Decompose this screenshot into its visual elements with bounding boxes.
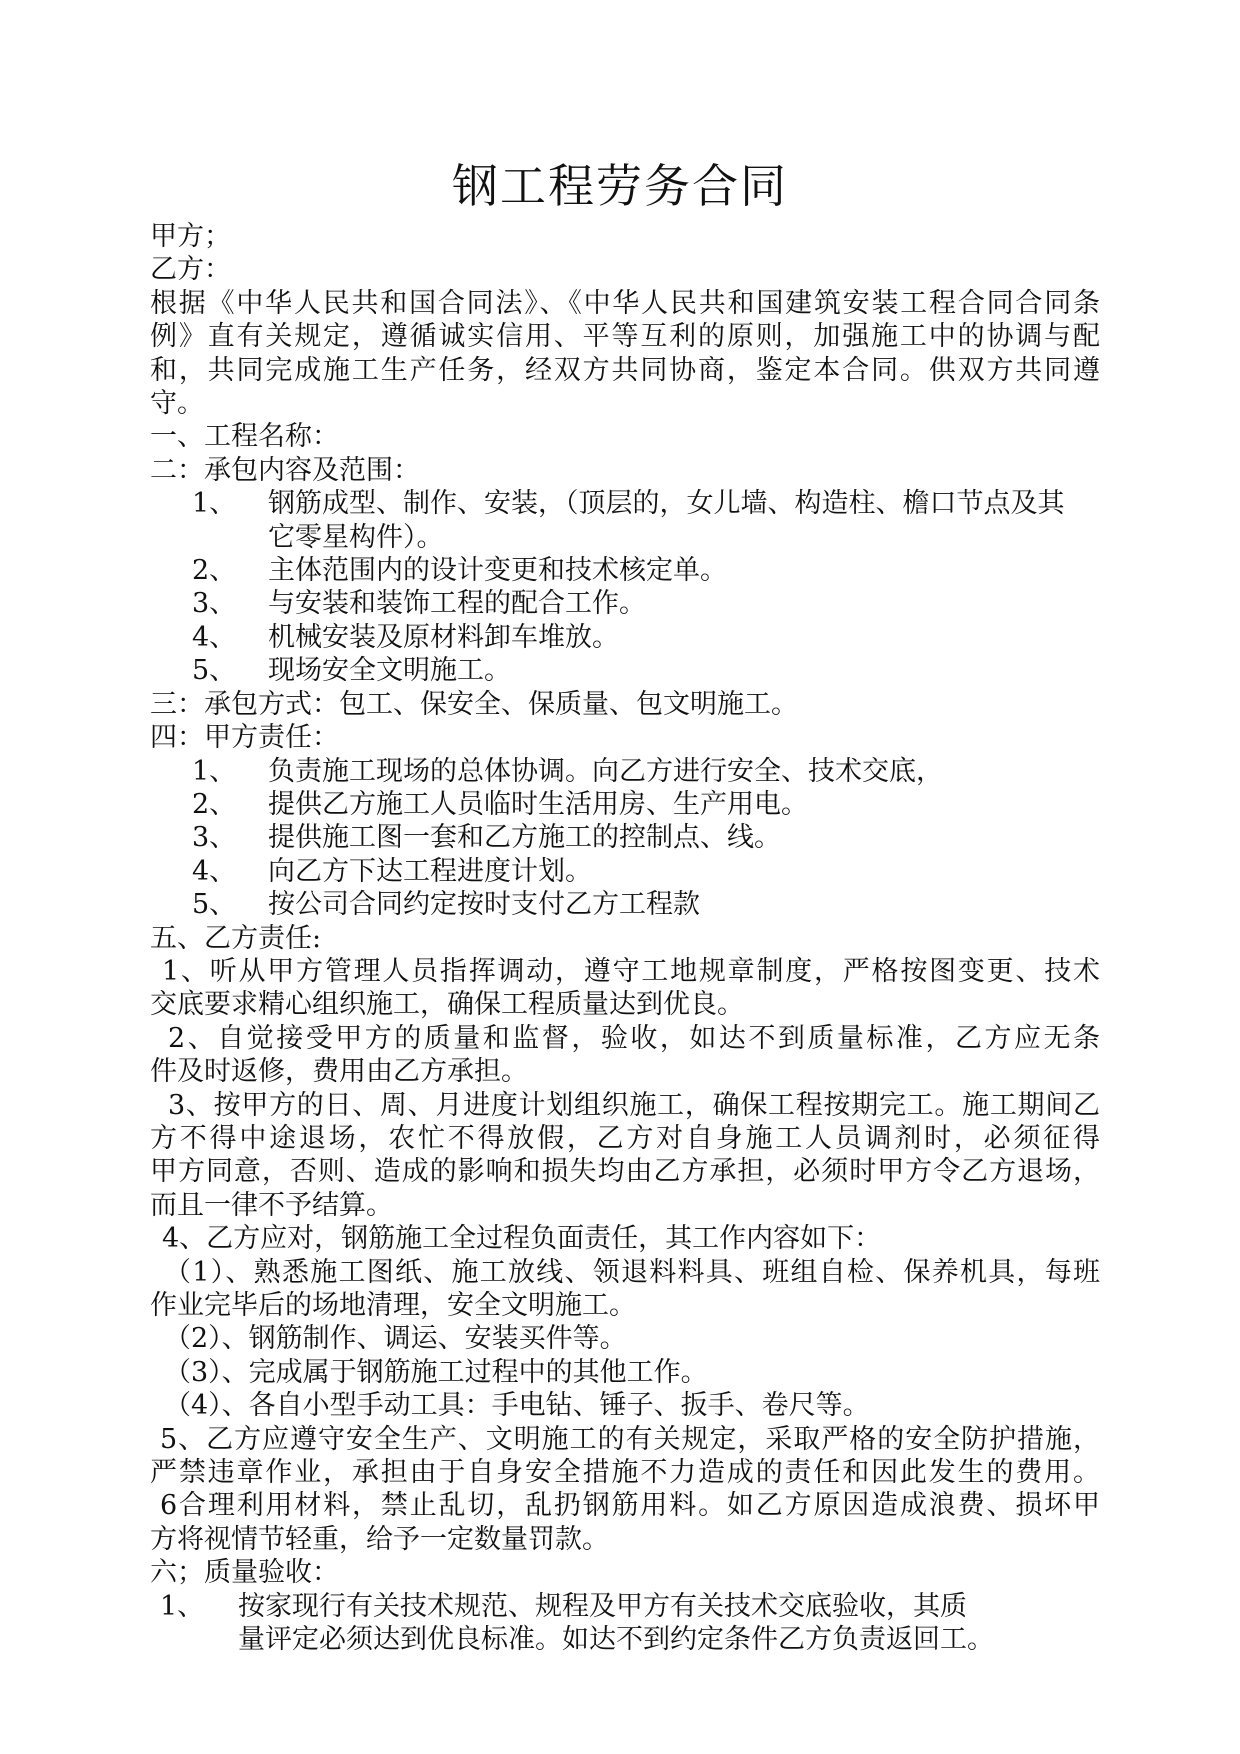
section-5-heading: 五、乙方责任: <box>150 922 322 954</box>
section-1-heading: 一、工程名称： <box>150 421 339 453</box>
item-text: 按公司合同约定按时支付乙方工程款 <box>268 889 700 921</box>
list-item <box>150 621 1100 654</box>
item-number: 3、 <box>192 822 237 854</box>
item-text: 按家现行有关技术规范、规程及甲方有关技术交底验收，其质 <box>238 1590 967 1622</box>
clause-line: 3、按甲方的日、周、月进度计划组织施工，确保工程按期完工。施工期间乙 <box>168 1089 1100 1121</box>
item-text: 现场安全文明施工。 <box>268 655 511 687</box>
section-5-body <box>150 955 1100 1556</box>
item-number: 4、 <box>192 621 237 653</box>
party-a-line: 甲方； <box>150 221 231 252</box>
party-b-line: 乙方： <box>150 254 231 286</box>
item-number: 1、 <box>160 1590 205 1622</box>
list-item <box>150 821 1100 854</box>
clause-line: 2、自觉接受甲方的质量和监督，验收，如达不到质量标准，乙方应无条 <box>168 1022 1100 1054</box>
subclause-line: （4）、各自小型手动工具：手电钻、锤子、扳手、卷尺等。 <box>164 1390 870 1422</box>
list-item <box>150 654 1100 687</box>
list-item <box>150 487 1100 554</box>
section-3-heading: 三：承包方式：包工、保安全、保质量、包文明施工。 <box>150 688 798 720</box>
item-text: 机械安装及原材料卸车堆放。 <box>268 621 619 653</box>
clause-line: 件及时返修，费用由乙方承担。 <box>150 1056 528 1088</box>
clause-line: 方不得中途退场，农忙不得放假，乙方对自身施工人员调剂时，必须征得 <box>150 1122 1100 1154</box>
list-item <box>150 755 1100 788</box>
section-4-list <box>150 755 1100 922</box>
item-number: 2、 <box>192 555 237 587</box>
section-4-heading: 四：甲方责任： <box>150 722 339 754</box>
item-text: 钢筋成型、制作、安装，（顶层的，女儿墙、构造柱、檐口节点及其 <box>268 488 1065 520</box>
item-number: 1、 <box>192 488 237 520</box>
preamble-line: 例》直有关规定，遵循诚实信用、平等互利的原则，加强施工中的协调与配 <box>150 321 1100 353</box>
item-number: 4、 <box>192 855 237 887</box>
item-text: 负责施工现场的总体协调。向乙方进行安全、技术交底， <box>268 755 943 787</box>
clause-line: 而且一律不予结算。 <box>150 1189 393 1221</box>
preamble <box>150 287 1100 421</box>
subclause-line: （1）、熟悉施工图纸、施工放线、领退料料具、班组自检、保养机具，每班 <box>164 1256 1100 1288</box>
preamble-line: 根据《中华人民共和国合同法》、《中华人民共和国建筑安装工程合同合同条 <box>150 287 1100 319</box>
item-text: 与安装和装饰工程的配合工作。 <box>268 588 646 620</box>
clause-line: 6合理利用材料，禁止乱切，乱扔钢筋用料。如乙方原因造成浪费、损坏甲 <box>160 1490 1100 1522</box>
clause-line: 甲方同意，否则、造成的影响和损失均由乙方承担，必须时甲方令乙方退场， <box>150 1156 1100 1188</box>
item-text-cont: 量评定必须达到优良标准。如达不到约定条件乙方负责返回工。 <box>238 1624 994 1656</box>
item-number: 1、 <box>192 755 237 787</box>
list-item <box>150 554 1100 587</box>
clause-line: 5、乙方应遵守安全生产、文明施工的有关规定，采取严格的安全防护措施， <box>160 1423 1100 1455</box>
item-text: 提供乙方施工人员临时生活用房、生产用电。 <box>268 788 808 820</box>
item-number: 5、 <box>192 889 237 921</box>
section-6-heading: 六；质量验收： <box>150 1557 339 1589</box>
item-number: 5、 <box>192 655 237 687</box>
item-number: 2、 <box>192 788 237 820</box>
list-item <box>150 1590 1100 1657</box>
document-title: 钢工程劳务合同 <box>452 159 788 213</box>
item-text: 提供施工图一套和乙方施工的控制点、线。 <box>268 822 781 854</box>
clause-line: 4、乙方应对，钢筋施工全过程负面责任，其工作内容如下： <box>162 1223 882 1255</box>
subclause-line: （3）、完成属于钢筋施工过程中的其他工作。 <box>164 1356 708 1388</box>
clause-line: 方将视情节轻重，给予一定数量罚款。 <box>150 1523 609 1555</box>
list-item <box>150 788 1100 821</box>
clause-line: 1、听从甲方管理人员指挥调动，遵守工地规章制度，严格按图变更、技术 <box>162 955 1100 987</box>
section-2-list <box>150 487 1100 687</box>
contract-body <box>150 220 1100 1656</box>
section-2-heading: 二：承包内容及范围： <box>150 454 420 486</box>
preamble-line: 和，共同完成施工生产任务，经双方共同协商，鉴定本合同。供双方共同遵 <box>150 354 1100 386</box>
preamble-line: 守。 <box>150 388 204 420</box>
list-item <box>150 587 1100 620</box>
item-number: 3、 <box>192 588 237 620</box>
item-text-cont: 它零星构件）。 <box>268 521 444 553</box>
item-text: 向乙方下达工程进度计划。 <box>268 855 592 887</box>
list-item <box>150 888 1100 921</box>
subclause-line: 作业完毕后的场地清理，安全文明施工。 <box>150 1290 636 1321</box>
clause-line: 交底要求精心组织施工，确保工程质量达到优良。 <box>150 989 744 1021</box>
list-item <box>150 855 1100 888</box>
clause-line: 严禁违章作业，承担由于自身安全措施不力造成的责任和因此发生的费用。 <box>150 1457 1100 1489</box>
item-text: 主体范围内的设计变更和技术核定单。 <box>268 555 727 587</box>
subclause-line: （2）、钢筋制作、调运、安装买件等。 <box>164 1323 627 1355</box>
